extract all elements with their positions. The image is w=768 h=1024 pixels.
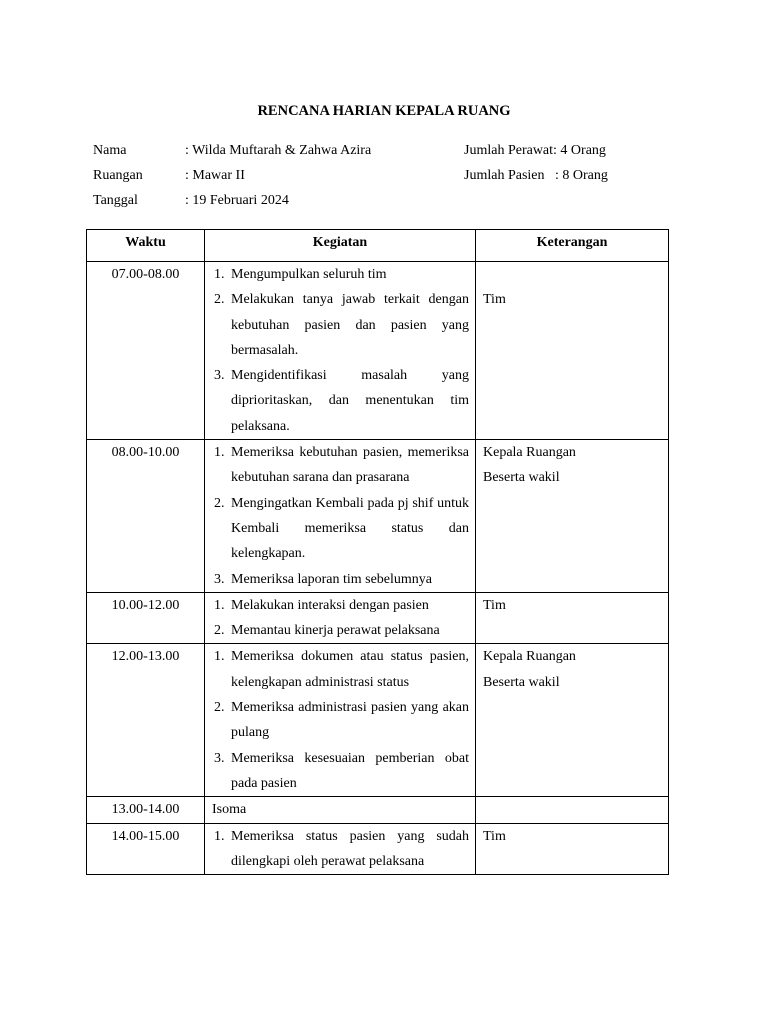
header-keterangan: Keterangan xyxy=(476,230,669,262)
keterangan-line: Beserta wakil xyxy=(483,470,560,486)
table-body xyxy=(87,262,669,875)
row-keterangan xyxy=(476,823,669,875)
list-item-text: Memeriksa laporan tim sebelumnya xyxy=(231,571,432,587)
activity-list xyxy=(205,593,475,644)
row-activities xyxy=(205,262,476,440)
list-item xyxy=(205,695,469,746)
ruangan-value: : Mawar II xyxy=(185,168,245,183)
list-item-text: Mengidentifikasi masalah yang diprioritaskan, dan menentukan tim pelaksana. xyxy=(231,368,469,434)
activity-list xyxy=(205,824,475,875)
nama-label: Nama xyxy=(93,143,127,158)
keterangan-line: Tim xyxy=(483,828,506,844)
row-keterangan xyxy=(476,797,669,823)
keterangan-line: Tim xyxy=(483,597,506,613)
list-item-number: 2. xyxy=(214,700,225,716)
nama-value: : Wilda Muftarah & Zahwa Azira xyxy=(185,143,372,158)
row-activities xyxy=(205,644,476,797)
activity-plain: Isoma xyxy=(212,802,247,818)
row-keterangan xyxy=(476,592,669,644)
header-waktu: Waktu xyxy=(87,230,205,262)
list-item xyxy=(205,618,469,643)
list-item-text: Mengumpulkan seluruh tim xyxy=(231,267,387,282)
list-item-number: 2. xyxy=(214,623,225,639)
table-row xyxy=(87,592,669,644)
schedule-table xyxy=(86,229,669,875)
keterangan-line: Tim xyxy=(483,292,506,308)
row-time: 12.00-13.00 xyxy=(87,644,205,797)
row-keterangan xyxy=(476,644,669,797)
list-item-number: 1. xyxy=(214,267,225,282)
info-row-ruangan xyxy=(93,163,713,188)
activity-list xyxy=(205,440,475,592)
info-row-tanggal xyxy=(93,188,713,213)
list-item-text: Memeriksa administrasi pasien yang akan pulang xyxy=(231,700,469,741)
row-time: 10.00-12.00 xyxy=(87,592,205,644)
list-item xyxy=(205,363,469,439)
list-item xyxy=(205,287,469,363)
keterangan-line: Beserta wakil xyxy=(483,674,560,690)
table-header-row xyxy=(87,230,669,262)
list-item-text: Memeriksa kesesuaian pemberian obat pada pasien xyxy=(231,750,469,791)
list-item-text: Melakukan interaksi dengan pasien xyxy=(231,597,429,613)
row-activities xyxy=(205,592,476,644)
row-time: 08.00-10.00 xyxy=(87,440,205,593)
list-item xyxy=(205,491,469,567)
keterangan-line: Kepala Ruangan xyxy=(483,649,576,665)
list-item-text: Memantau kinerja perawat pelaksana xyxy=(231,623,440,639)
row-time: 13.00-14.00 xyxy=(87,797,205,823)
activity-list xyxy=(205,262,475,439)
list-item xyxy=(205,746,469,797)
info-row-nama xyxy=(93,138,713,163)
tanggal-label: Tanggal xyxy=(93,193,138,208)
list-item xyxy=(205,824,469,875)
list-item xyxy=(205,440,469,491)
ruangan-label: Ruangan xyxy=(93,168,143,183)
table-row xyxy=(87,262,669,440)
list-item-text: Memeriksa status pasien yang sudah dilengkapi oleh perawat pelaksana xyxy=(231,828,469,869)
table-row xyxy=(87,823,669,875)
document-title: RENCANA HARIAN KEPALA RUANG xyxy=(257,103,511,119)
keterangan-line: Kepala Ruangan xyxy=(483,445,576,461)
row-keterangan xyxy=(476,440,669,593)
list-item xyxy=(205,262,469,287)
list-item xyxy=(205,644,469,695)
list-item-number: 3. xyxy=(214,368,225,384)
list-item-number: 1. xyxy=(214,828,225,844)
list-item xyxy=(205,593,469,618)
tanggal-value: : 19 Februari 2024 xyxy=(185,193,289,208)
list-item-number: 1. xyxy=(214,597,225,613)
list-item-text: Melakukan tanya jawab terkait dengan kebutuhan pasien dan pasien yang bermasalah. xyxy=(231,292,469,358)
activity-list xyxy=(205,644,475,796)
jumlah-perawat: Jumlah Perawat: 4 Orang xyxy=(464,143,606,158)
row-time: 07.00-08.00 xyxy=(87,262,205,440)
list-item-number: 1. xyxy=(214,649,225,665)
row-keterangan xyxy=(476,262,669,440)
keterangan-line xyxy=(483,262,668,287)
list-item-number: 1. xyxy=(214,445,225,461)
row-activities xyxy=(205,823,476,875)
header-kegiatan: Kegiatan xyxy=(205,230,476,262)
list-item-number: 2. xyxy=(214,292,225,308)
row-activities xyxy=(205,797,476,823)
list-item-number: 3. xyxy=(214,571,225,587)
list-item-text: Mengingatkan Kembali pada pj shif untuk Kembali memeriksa status dan kelengkapan. xyxy=(231,495,469,562)
list-item-number: 2. xyxy=(214,495,225,511)
list-item xyxy=(205,567,469,592)
row-time: 14.00-15.00 xyxy=(87,823,205,875)
list-item-text: Memeriksa kebutuhan pasien, memeriksa kebutuhan sarana dan prasarana xyxy=(231,445,469,486)
table-row xyxy=(87,644,669,797)
table-row xyxy=(87,797,669,823)
jumlah-pasien: Jumlah Pasien : 8 Orang xyxy=(464,168,608,183)
list-item-number: 3. xyxy=(214,750,225,766)
list-item-text: Memeriksa dokumen atau status pasien, kelengkapan administrasi status xyxy=(231,649,469,690)
table-row xyxy=(87,440,669,593)
row-activities xyxy=(205,440,476,593)
